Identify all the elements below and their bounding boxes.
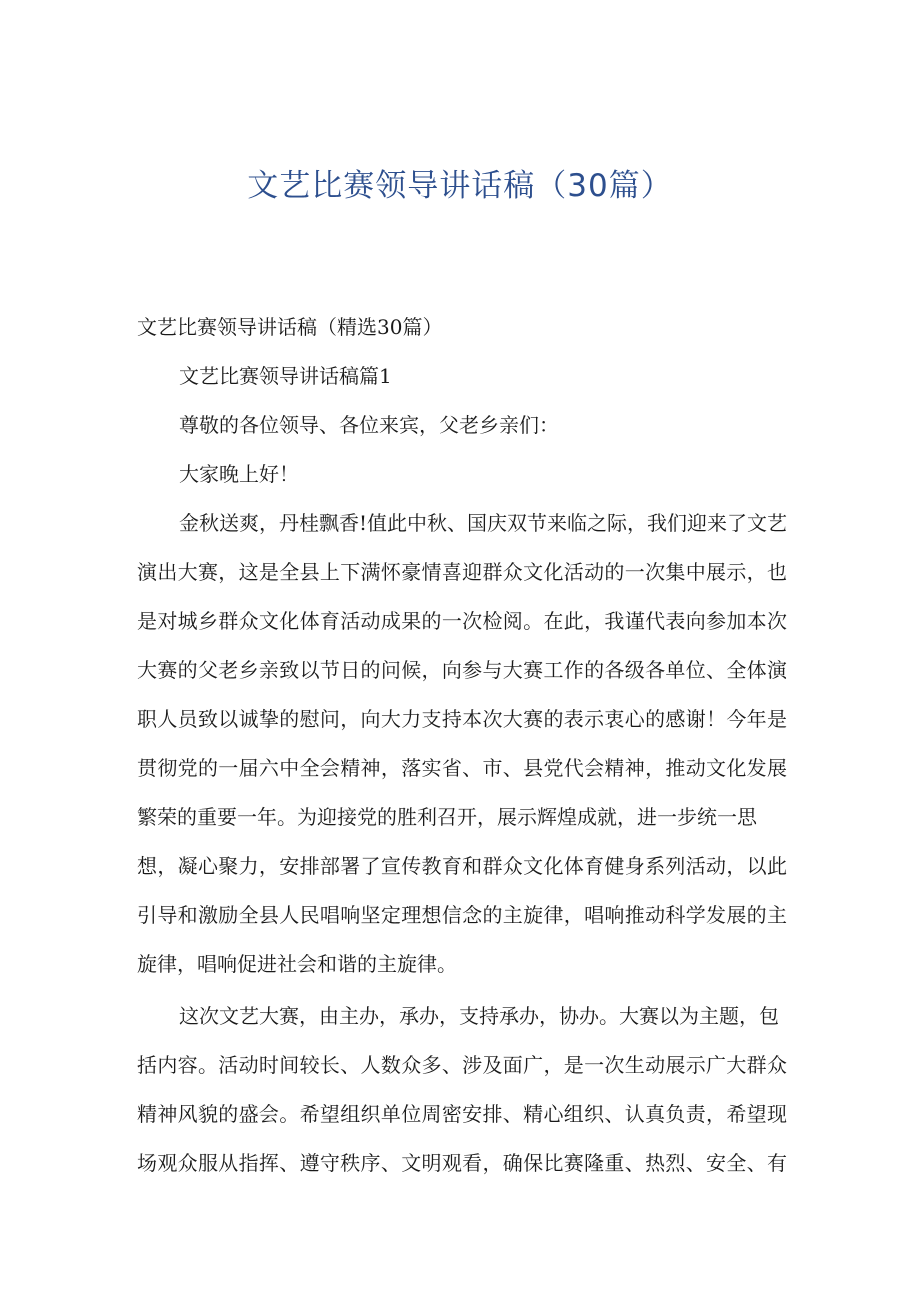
paragraph-line: 旋律，唱响促进社会和谐的主旋律。 [137, 952, 457, 976]
paragraph-line: 括内容。活动时间较长、人数众多、涉及面广，是一次生动展示广大群众 [137, 1053, 787, 1077]
paragraph-line: 繁荣的重要一年。为迎接党的胜利召开，展示辉煌成就，进一步统一思 [137, 805, 757, 829]
paragraph-line: 想，凝心聚力，安排部署了宣传教育和群众文化体育健身系列活动，以此 [137, 854, 787, 878]
greeting-line: 尊敬的各位领导、各位来宾，父老乡亲们： [179, 413, 559, 437]
paragraph-line: 引导和激励全县人民唱响坚定理想信念的主旋律，唱响推动科学发展的主 [137, 903, 787, 927]
paragraph-line: 大赛的父老乡亲致以节日的问候，向参与大赛工作的各级各单位、全体演 [137, 658, 787, 682]
paragraph-line: 金秋送爽，丹桂飘香!值此中秋、国庆双节来临之际，我们迎来了文艺 [179, 511, 788, 535]
paragraph-2 [137, 998, 787, 1194]
paragraph-line: 是对城乡群众文化体育活动成果的一次检阅。在此，我谨代表向参加本次 [137, 609, 787, 633]
paragraph-line: 精神风貌的盛会。希望组织单位周密安排、精心组织、认真负责，希望现 [137, 1102, 787, 1126]
section-heading: 文艺比赛领导讲话稿篇1 [179, 364, 392, 388]
paragraph-line: 这次文艺大赛，由主办，承办，支持承办，协办。大赛以为主题，包 [179, 1004, 779, 1028]
paragraph-line: 职人员致以诚挚的慰问，向大力支持本次大赛的表示衷心的感谢！今年是 [137, 707, 787, 731]
paragraph-line: 场观众服从指挥、遵守秩序、文明观看，确保比赛隆重、热烈、安全、有 [137, 1151, 787, 1175]
paragraph-1 [137, 505, 787, 995]
document-title: 文艺比赛领导讲话稿（30篇） [247, 168, 673, 204]
paragraph-line: 贯彻党的一届六中全会精神，落实省、市、县党代会精神，推动文化发展 [137, 756, 787, 780]
greeting-line: 大家晚上好！ [179, 462, 299, 486]
document-subtitle: 文艺比赛领导讲话稿（精选30篇） [137, 315, 443, 339]
document-body [137, 309, 787, 1194]
paragraph-line: 演出大赛，这是全县上下满怀豪情喜迎群众文化活动的一次集中展示，也 [137, 560, 787, 584]
